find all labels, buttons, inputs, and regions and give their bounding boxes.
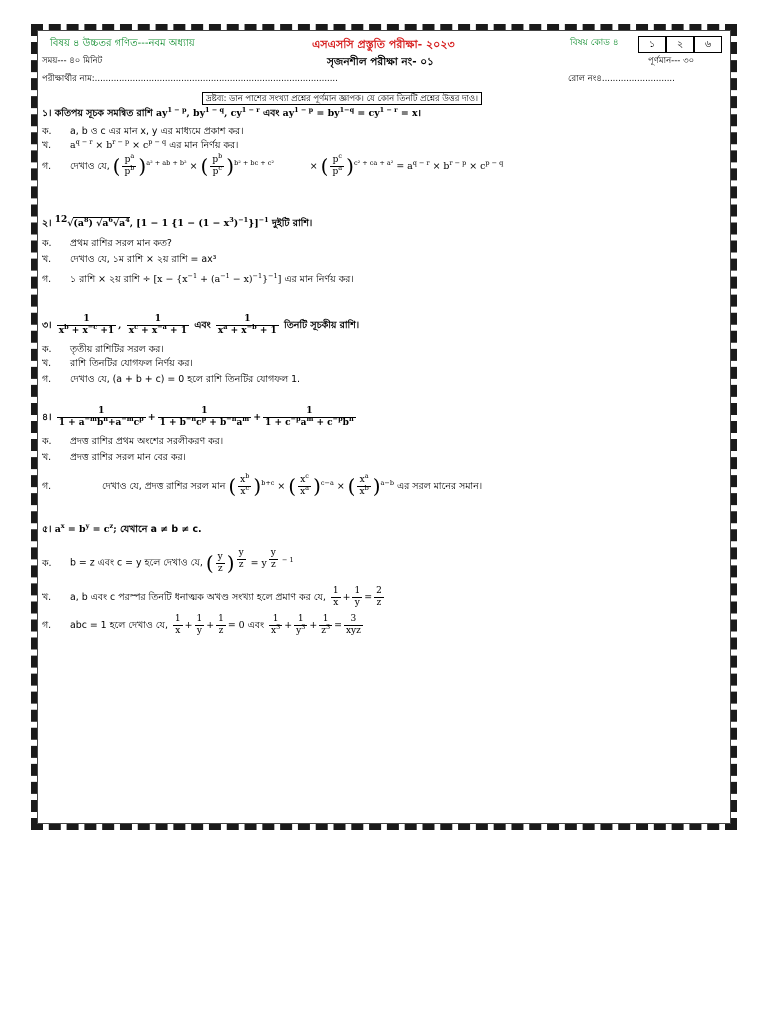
question-4-part-b bbox=[42, 452, 186, 464]
part-join: এবং bbox=[247, 620, 265, 631]
paper-title: সৃজনশীল পরীক্ষা নং- ০১ bbox=[327, 56, 434, 68]
part-label: খ. bbox=[42, 358, 52, 369]
part-math-2: $\frac{1}{x^3}$ + $\frac{1}{y^3}$ + $\frac{1}{z^3}$ = $\frac{3}{\text{xyz}}$ bbox=[271, 614, 361, 636]
exam-paper bbox=[42, 34, 726, 824]
question-3-part-b bbox=[42, 358, 193, 370]
full-marks: পূর্ণমান--- ৩০ bbox=[648, 56, 695, 66]
part-text: a, b ও c এর মান x, y এর মাধ্যমে প্রকাশ কর। bbox=[70, 126, 244, 137]
roll-number-field: রোল নং৪........................... bbox=[568, 74, 675, 84]
question-1-part-c bbox=[42, 154, 503, 179]
question-2-stem bbox=[42, 214, 313, 230]
question-text: যেখানে a ≠ b ≠ c. bbox=[119, 524, 202, 535]
part-text: দেখাও যে, (a + b + c) = 0 হলে রাশি তিনটির যোগফল 1. bbox=[70, 374, 301, 385]
part-label: ক. bbox=[42, 344, 52, 355]
question-5-stem bbox=[42, 521, 202, 536]
question-number: ১। bbox=[42, 108, 52, 119]
student-name-field: পরীক্ষার্থীর নাম:.......................................................................................... bbox=[42, 74, 338, 84]
question-1-part-b bbox=[42, 137, 239, 152]
part-math: ( $\frac{x^b}{x^c}$ )$^{b+c}$ × ( $\frac{x^c}{x^a}$ )$^{c-a}$ × ( $\frac{x^a}{x^b}$ )$^{a-b}$ bbox=[228, 472, 395, 498]
part-math: ( $\frac{y}{z}$ ) $^{\frac{y}{z}}$ = y $^{\frac{y}{z} - 1}$ bbox=[205, 548, 294, 575]
part-label: গ. bbox=[42, 620, 52, 631]
part-math: $[x - \{x^{-1} + (a^{-1} - x)^{-1}\}^{-1}]$ bbox=[153, 271, 282, 285]
part-text: দেখাও যে, ১ম রাশি × ২য় রাশি = ax³ bbox=[70, 254, 217, 265]
instruction-notice: দ্রষ্টব্য: ডান পাশের সংখ্যা প্রশ্নের পূর্ণমান জ্ঞাপক। যে কোন তিনটি প্রশ্নের উত্তর দাও। bbox=[202, 92, 482, 105]
part-math: $a^{q - r} \times b^{r - p} \times c^{p - q}$ bbox=[70, 137, 167, 151]
exam-title: এসএসসি প্রস্তুতি পরীক্ষা- ২০২৩ bbox=[312, 38, 455, 51]
part-label: গ. bbox=[42, 274, 52, 285]
question-5-part-c bbox=[42, 614, 365, 637]
question-text: দুইটি রাশি। bbox=[271, 218, 313, 229]
part-text: a, b এবং c পরস্পর তিনটি ধনাত্মক অখণ্ড সংখ্যা হলে প্রমাণ কর যে, bbox=[70, 592, 326, 603]
part-label: খ. bbox=[42, 452, 52, 463]
question-number: ৪। bbox=[42, 412, 52, 423]
subject-title: বিষয় ৪ উচ্চতর গণিত---নবম অধ্যায় bbox=[50, 38, 195, 49]
question-math: $a^x = b^y = c^z$; bbox=[54, 521, 117, 535]
part-text: এর মান নির্ণয় কর। bbox=[169, 140, 239, 151]
question-join: এবং bbox=[262, 108, 280, 119]
part-tail: এর সরল মানের সমান। bbox=[397, 481, 483, 492]
code-digit-2: ২ bbox=[666, 36, 694, 53]
question-5-part-b bbox=[42, 586, 386, 609]
part-tail: এর মান নির্ণয় কর। bbox=[284, 274, 354, 285]
part-text: b = z এবং c = y হলে দেখাও যে, bbox=[70, 557, 203, 569]
part-text: তৃতীয় রাশিটির সরল কর। bbox=[70, 344, 164, 355]
part-label: গ. bbox=[42, 481, 52, 492]
part-label: ক. bbox=[42, 126, 52, 137]
question-1-stem bbox=[42, 105, 422, 120]
question-1-part-a bbox=[42, 126, 243, 138]
question-number: ৫। bbox=[42, 524, 52, 535]
part-label: গ. bbox=[42, 374, 52, 385]
question-4-part-a bbox=[42, 436, 223, 448]
part-text: প্রথম রাশির সরল মান কত? bbox=[70, 238, 172, 249]
part-label: ক. bbox=[42, 238, 52, 249]
question-text: কতিপয় সূচক সমন্বিত রাশি bbox=[54, 108, 153, 119]
question-math: $ay^{1 - p}$, $by^{1 - q}$, $cy^{1 - r}$ bbox=[155, 105, 260, 119]
question-math: $\frac{1}{1 + a^{-m}b^n+a^{-m}c^p}$ + $\frac{1}{1 + b^{-n}c^p + b^{-n}a^m}$ + $\frac{1}{1 + c^{-p}a^m + c^{-p}b^n}$ bbox=[58, 406, 354, 428]
question-3-part-c bbox=[42, 374, 300, 386]
part-label: খ. bbox=[42, 140, 52, 151]
question-4-stem bbox=[42, 406, 358, 429]
part-label: খ. bbox=[42, 592, 52, 603]
question-3-stem bbox=[42, 314, 359, 337]
question-2-part-b bbox=[42, 254, 216, 266]
question-equation: $ay^{1 - p} = by^{1-q} = cy^{1 - r}$ = x। bbox=[282, 105, 422, 119]
part-label: খ. bbox=[42, 254, 52, 265]
subject-code-boxes bbox=[638, 36, 722, 53]
part-label: ক. bbox=[42, 557, 52, 569]
part-text: প্রদত্ত রাশির প্রথম অংশের সরলীকরণ কর। bbox=[70, 436, 224, 447]
question-2-part-c bbox=[42, 271, 354, 286]
code-digit-1: ১ bbox=[638, 36, 666, 53]
question-math-2: $\frac{1}{x^a + x^{-b} + 1}$ bbox=[217, 314, 277, 336]
code-digit-3: ৬ bbox=[694, 36, 722, 53]
question-3-part-a bbox=[42, 344, 164, 356]
question-math: $^{12}√(a^8)$ $√a^6√a^4$, [1 − 1 $\{1 - (1 - x^3)^{-1}\}]^{-1}$ bbox=[54, 214, 269, 229]
part-math: ( $\frac{p^a}{p^b}$ )$^{a^2 + ab + b^2}$ × ( $\frac{p^b}{p^c}$ )$^{b^2 + bc + c^2}$ × ( $\frac{p^c}{p^a}$ )$^{c^2 + ca + a^2} = a^{q - r} \times b^{r - p} \times c^{p - q}$ bbox=[112, 152, 504, 178]
question-join: এবং bbox=[194, 320, 211, 331]
question-math: $\frac{1}{x^b + x^{-c} +1}$ , $\frac{1}{x^c + x^{-a} + 1}$ bbox=[58, 314, 187, 336]
part-text: দেখাও যে, প্রদত্ত রাশির সরল মান bbox=[102, 481, 226, 492]
question-text: তিনটি সূচকীয় রাশি। bbox=[284, 320, 360, 331]
question-4-part-c bbox=[42, 474, 482, 499]
part-text: abc = 1 হলে দেখাও যে, bbox=[70, 620, 168, 631]
part-text: রাশি তিনটির যোগফল নির্ণয় কর। bbox=[70, 358, 193, 369]
part-math: $\frac{1}{x}$ + $\frac{1}{y}$ + $\frac{1}{z}$ = 0 bbox=[174, 614, 245, 636]
question-number: ২। bbox=[42, 218, 52, 229]
part-text: প্রদত্ত রাশির সরল মান বের কর। bbox=[70, 452, 186, 463]
question-5-part-a bbox=[42, 548, 294, 576]
question-number: ৩। bbox=[42, 320, 52, 331]
time-allowed: সময়--- ৪০ মিনিট bbox=[42, 56, 103, 66]
part-label: ক. bbox=[42, 436, 52, 447]
part-text: ১ রাশি × ২য় রাশি ÷ bbox=[70, 274, 151, 285]
question-2-part-a bbox=[42, 238, 172, 250]
part-math: $\frac{1}{x}$ + $\frac{1}{y}$ = $\frac{2}{z}$ bbox=[332, 586, 382, 608]
part-text: দেখাও যে, bbox=[70, 161, 110, 172]
part-label: গ. bbox=[42, 161, 52, 172]
subject-code-label: বিষয় কোড ৪ bbox=[570, 38, 619, 48]
